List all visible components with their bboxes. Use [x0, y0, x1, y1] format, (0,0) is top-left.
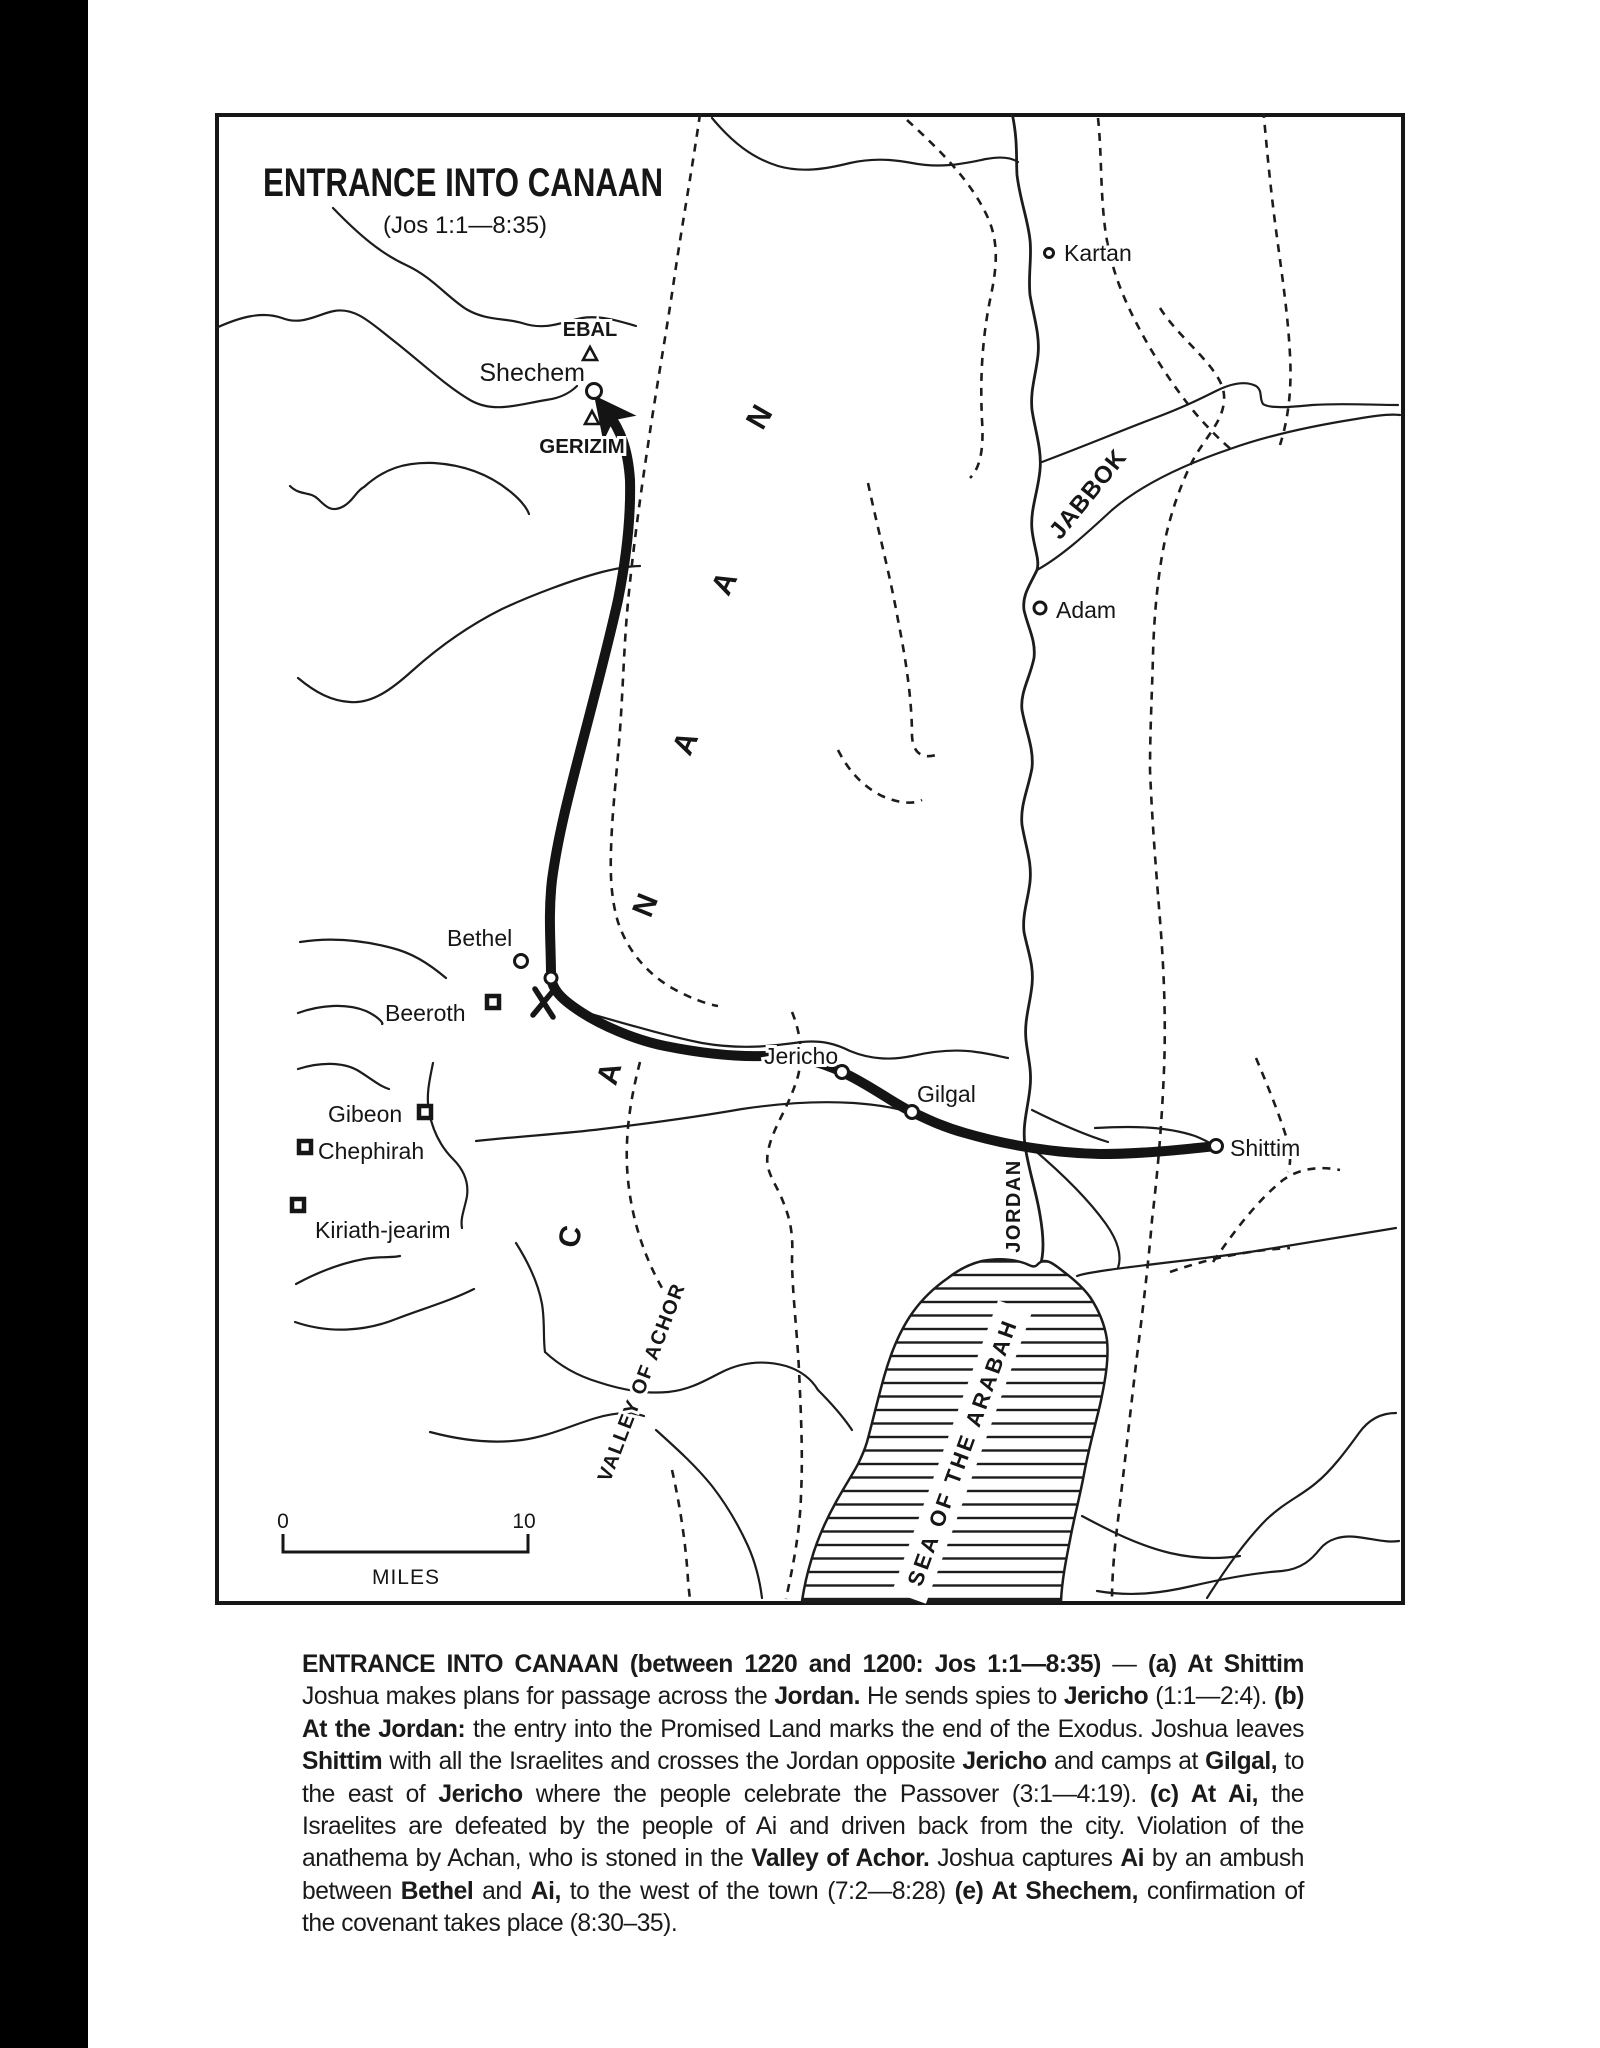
- map-title: ENTRANCE INTO CANAAN: [263, 161, 663, 205]
- city-square-beeroth: [487, 996, 499, 1008]
- label-gerizim: GERIZIM: [539, 435, 625, 458]
- region-letter-n1: N: [626, 889, 665, 922]
- scan-edge-artifact: [0, 0, 88, 2048]
- label-adam: Adam: [1056, 597, 1117, 623]
- city-circle-adam: [1034, 602, 1046, 614]
- city-circle-shittim: [1210, 1140, 1223, 1153]
- city-circle-ai-battle: [545, 972, 557, 984]
- label-sea-of-arabah: SEA OF THE ARABAH: [902, 1315, 1023, 1590]
- label-bethel: Bethel: [447, 925, 513, 951]
- city-square-gibeon: [419, 1106, 431, 1118]
- region-letter-a1: A: [590, 1058, 629, 1089]
- label-gibeon: Gibeon: [328, 1101, 403, 1127]
- region-letter-c: C: [552, 1222, 589, 1251]
- label-ebal: EBAL: [562, 319, 618, 341]
- scale-bar: [277, 1510, 536, 1589]
- city-square-chephirah: [299, 1141, 311, 1153]
- scale-start: 0: [277, 1510, 289, 1533]
- label-jabbok: JABBOK: [1043, 444, 1133, 545]
- map-subtitle: (Jos 1:1—8:35): [382, 212, 548, 239]
- label-beeroth: Beeroth: [385, 1000, 466, 1026]
- mountain-triangle-ebal: [583, 347, 597, 360]
- city-circle-shechem: [587, 384, 602, 399]
- battle-x-icon: [533, 989, 553, 1017]
- rivers-layer: [216, 113, 1400, 1598]
- city-circle-bethel: [515, 955, 528, 968]
- label-kiriath-jearim: Kiriath-jearim: [315, 1217, 451, 1243]
- label-jericho: Jericho: [764, 1043, 839, 1069]
- city-square-kiriath-jearim: [292, 1199, 304, 1211]
- city-circle-kartan: [1045, 249, 1054, 258]
- scale-end: 10: [512, 1510, 536, 1533]
- label-chephirah: Chephirah: [318, 1138, 425, 1164]
- caption-block: [302, 1649, 1304, 1941]
- label-valley-of-achor: VALLEY OF ACHOR: [593, 1279, 691, 1485]
- labels-layer: [263, 161, 1300, 1589]
- region-letter-n2: N: [739, 399, 780, 435]
- route-layer: [550, 412, 1216, 1154]
- region-letter-a3: A: [705, 566, 745, 601]
- caption-paragraph: ENTRANCE INTO CANAAN (between 1220 and 1200: Jos 1:1—8:35) — (a) At Shittim Joshua makes plans for passage across the Jordan. He sends spies to Jericho (1:1—2:4). (b) At the Jordan: the entry into the Promised Land marks the end of the Exodus. Joshua leaves Shittim with all the Israelites and crosses the Jordan opposite Jericho and camps at Gilgal, to the east of Jericho where the people celebrate the Passover (3:1—4:19). (c) At Ai, the Israelites are defeated by the people of Ai and driven back from the city. Violation of the anathema by Achan, who is stoned in the Valley of Achor. Joshua captures Ai by an ambush between Bethel and Ai, to the west of the town (7:2—8:28) (e) At Shechem, confirmation of the covenant takes place (8:30–35).: [302, 1651, 1304, 1938]
- label-shittim: Shittim: [1230, 1135, 1301, 1161]
- city-circle-gilgal: [906, 1106, 919, 1119]
- region-letter-a2: A: [666, 726, 706, 761]
- mountain-triangle-gerizim: [585, 411, 599, 424]
- map-svg: [215, 113, 1405, 1605]
- label-shechem: Shechem: [479, 359, 585, 387]
- label-jordan-river: JORDAN: [1003, 1159, 1025, 1253]
- map-canvas: [215, 113, 1405, 1605]
- route-path: [550, 412, 1216, 1154]
- label-gilgal: Gilgal: [917, 1081, 976, 1107]
- scale-unit: MILES: [371, 1566, 441, 1589]
- label-kartan: Kartan: [1064, 240, 1132, 266]
